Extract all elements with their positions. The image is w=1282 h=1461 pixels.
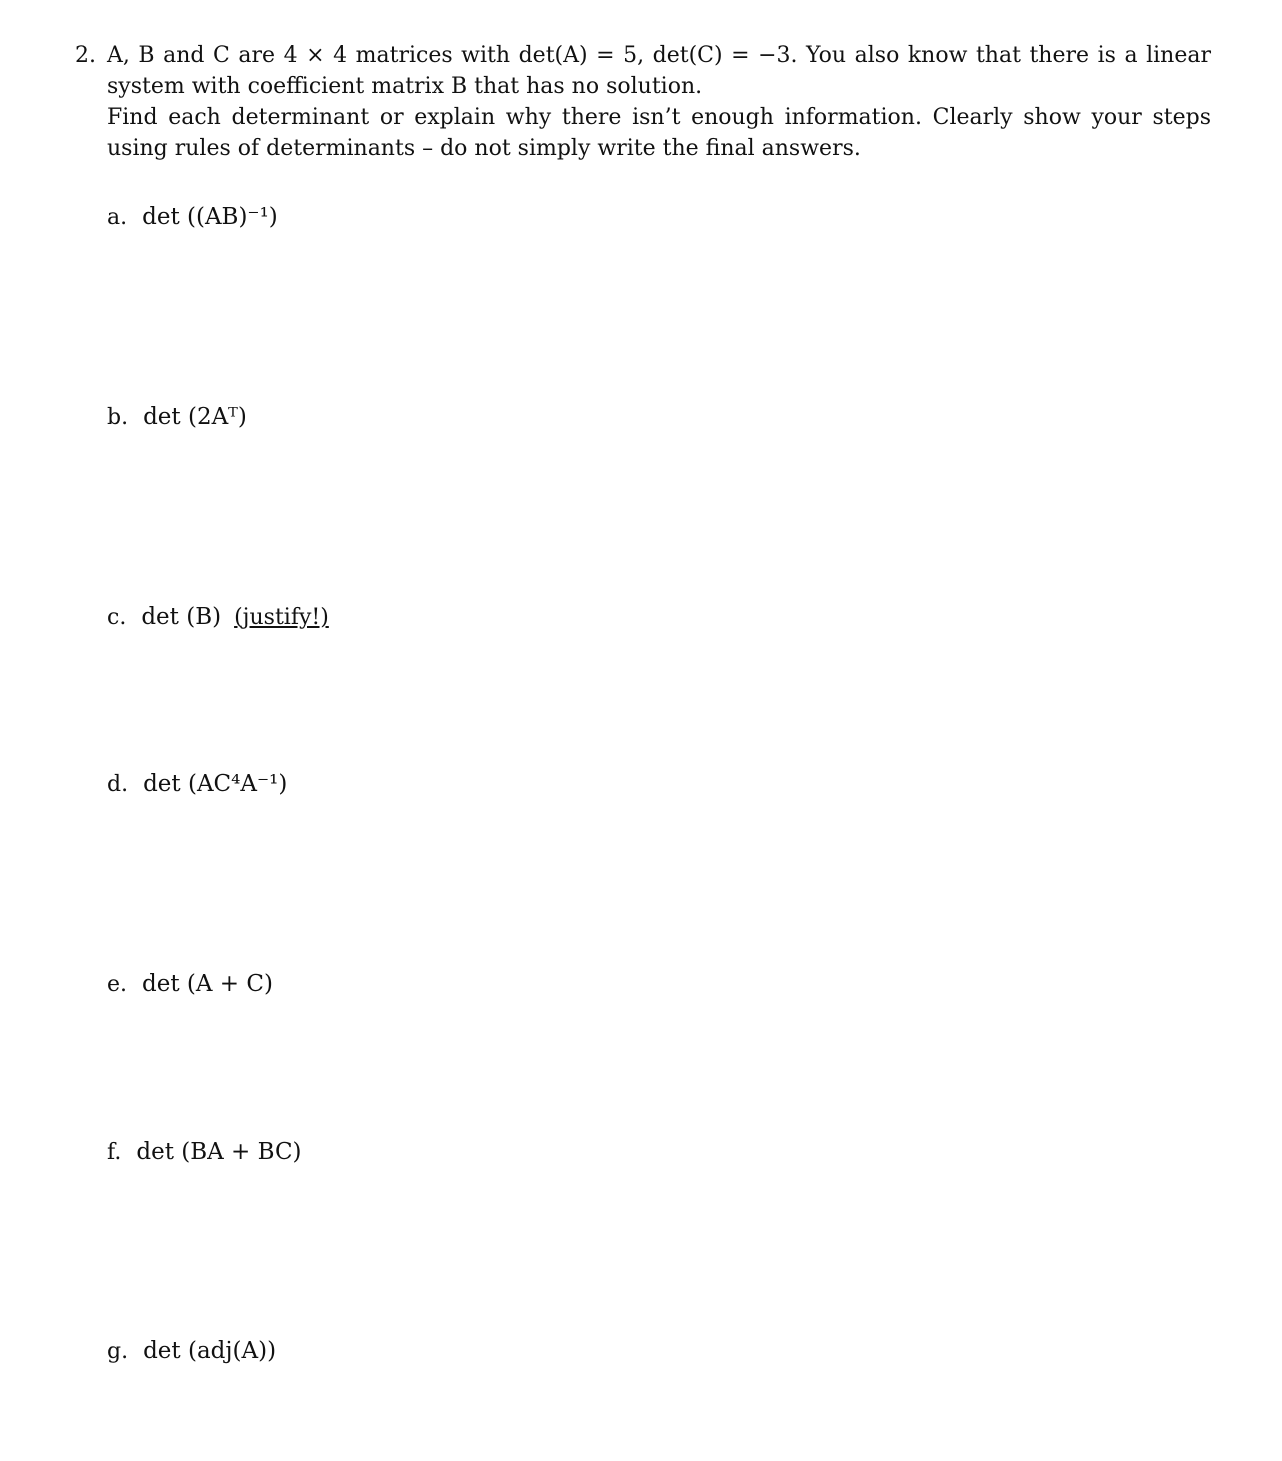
part-f	[107, 1135, 302, 1170]
part-g-expression: det (adj(A))	[143, 1338, 277, 1364]
part-b-label: b.	[107, 405, 129, 430]
part-c-expression: det (B)	[141, 604, 222, 630]
part-c-label: c.	[107, 605, 127, 630]
part-a-label: a.	[107, 205, 128, 230]
part-d-label: d.	[107, 772, 129, 797]
part-a-expression: det ((AB)⁻¹)	[142, 204, 278, 230]
part-e-expression: det (A + C)	[142, 971, 273, 997]
part-g	[107, 1334, 276, 1369]
part-c-justify-note: (justify!)	[234, 605, 329, 630]
part-c	[107, 600, 329, 635]
part-f-expression: det (BA + BC)	[136, 1139, 302, 1165]
problem-statement	[107, 40, 1211, 164]
problem-statement-line2: Find each determinant or explain why there isn’t enough information. Clearly show your steps using rules of determinants – do not simply write the final answers.	[107, 105, 1211, 161]
problem-number: 2.	[75, 43, 96, 68]
part-g-label: g.	[107, 1339, 129, 1364]
part-e-label: e.	[107, 972, 128, 997]
part-a	[107, 200, 278, 235]
part-b-expression: det (2Aᵀ)	[143, 404, 247, 430]
part-b	[107, 400, 247, 435]
part-d-expression: det (AC⁴A⁻¹)	[143, 771, 288, 797]
problem-statement-line1: A, B and C are 4 × 4 matrices with det(A) = 5, det(C) = −3. You also know that there is a linear system with coefficient matrix B that has no solution.	[107, 43, 1211, 99]
part-f-label: f.	[107, 1140, 122, 1165]
part-e	[107, 967, 273, 1002]
part-d	[107, 767, 287, 802]
